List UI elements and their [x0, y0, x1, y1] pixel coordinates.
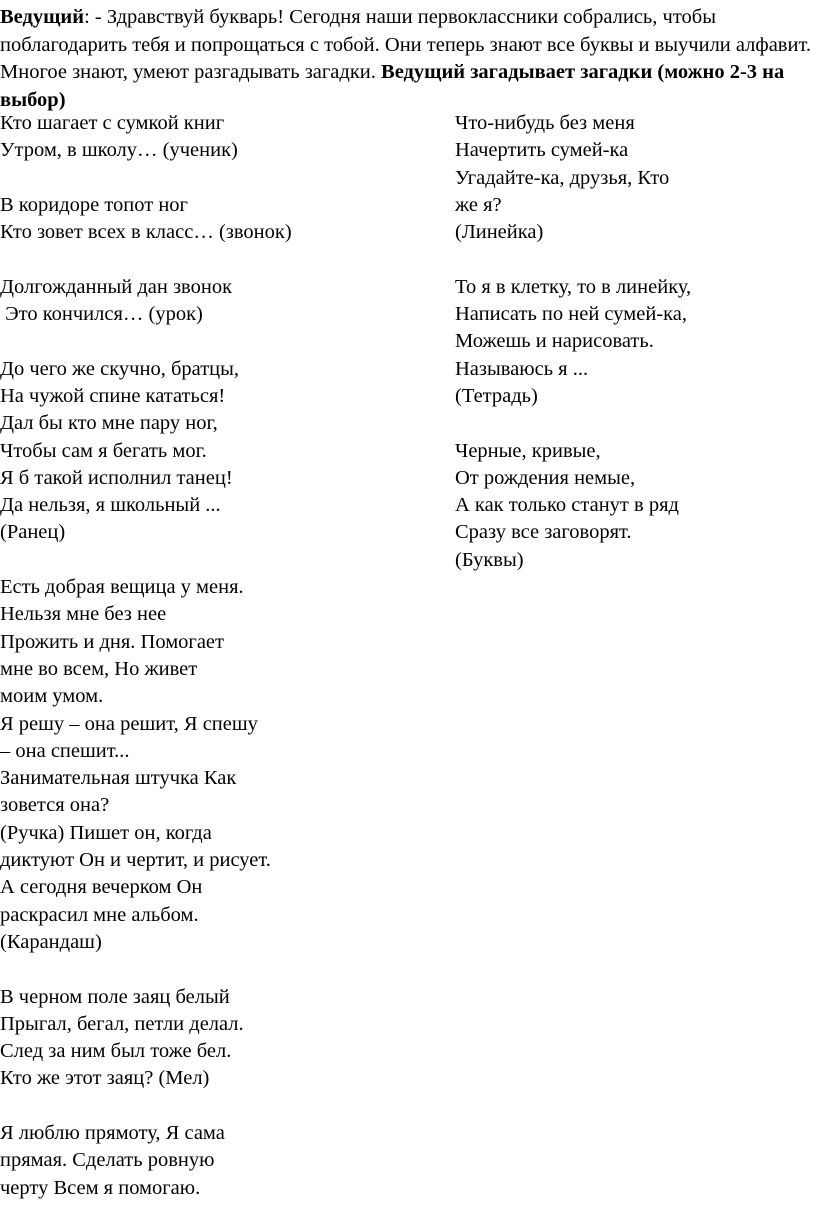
- riddle-line: Занимательная штучка Как: [0, 767, 237, 790]
- riddle-line: Утром, в школу… (ученик): [0, 139, 238, 162]
- riddle-line: моим умом.: [0, 685, 104, 708]
- riddle-line: Чтобы сам я бегать мог.: [0, 439, 207, 462]
- riddle-line: (Ранец): [0, 521, 66, 544]
- riddle-line: А сегодня вечерком Он: [0, 876, 203, 899]
- host-label: Ведущий: [0, 6, 85, 28]
- riddle: [0, 110, 420, 165]
- riddle: [0, 192, 420, 247]
- riddle-line: Кто же этот заяц? (Мел): [0, 1067, 210, 1090]
- intro-paragraph: [0, 4, 812, 114]
- host-instruction: Ведущий загадывает загадки (можно 2-3 на выбор): [0, 61, 785, 111]
- riddle-line: Дал бы кто мне пару ног,: [0, 412, 218, 435]
- riddle-line: (Ручка) Пишет он, когда: [0, 821, 212, 844]
- riddle-line: В коридоре топот ног: [0, 193, 188, 216]
- riddle-line: (Буквы): [455, 548, 524, 571]
- host-speech: : - Здравствуй букварь! Сегодня наши первоклассники собрались, чтобы поблагодарить тебя и попрощаться с тобой. Они теперь знают все буквы и выучили алфавит. Многое знают, умеют разгадывать загадки.: [0, 6, 811, 83]
- riddle-line: Кто шагает с сумкой книг: [0, 112, 225, 134]
- riddle-line: зовется она?: [0, 794, 110, 817]
- riddle-line: Можешь и нарисовать.: [455, 330, 654, 353]
- riddle-line: А как только станут в ряд: [455, 494, 679, 517]
- riddle-line: (Линейка): [455, 221, 544, 244]
- riddle-line: Прыгал, бегал, петли делал.: [0, 1012, 244, 1035]
- riddle-line: (Карандаш): [0, 930, 102, 953]
- riddle-line: На чужой спине кататься!: [0, 384, 226, 407]
- riddle: [0, 574, 420, 956]
- riddle-line: Я б такой исполнил танец!: [0, 466, 233, 489]
- riddle-line: Долгожданный дан звонок: [0, 275, 233, 298]
- riddle-line: Называюсь я ...: [455, 357, 589, 380]
- riddle-line: Прожить и дня. Помогает: [0, 630, 224, 653]
- riddle-line: Это кончился… (урок): [0, 303, 203, 326]
- riddle-line: Я решу – она решит, Я спешу: [0, 712, 258, 735]
- riddle: [455, 274, 795, 410]
- riddle-line: – она спешит...: [0, 739, 130, 762]
- riddle-line: Что-нибудь без меня: [455, 112, 635, 134]
- riddle-line: Нельзя мне без нее: [0, 603, 167, 626]
- riddle-line: Сразу все заговорят.: [455, 521, 632, 544]
- riddle: [0, 1120, 420, 1202]
- riddle-line: Кто зовет всех в класс… (звонок): [0, 221, 292, 244]
- riddle-line: Угадайте-ка, друзья, Кто: [455, 166, 670, 189]
- riddle-line: раскрасил мне альбом.: [0, 903, 199, 926]
- riddle-line: Написать по ней сумей-ка,: [455, 303, 687, 326]
- riddle-line: Да нельзя, я школьный ...: [0, 494, 221, 517]
- riddle-line: диктуют Он и чертит, и рисует.: [0, 849, 271, 872]
- riddle-line: Есть добрая вещица у меня.: [0, 576, 244, 599]
- riddle-line: же я?: [455, 193, 502, 216]
- riddle-line: прямая. Сделать ровную: [0, 1149, 215, 1172]
- riddle: [0, 984, 420, 1093]
- riddles-left-column: [0, 110, 420, 1229]
- riddle: [455, 110, 795, 246]
- riddle: [0, 274, 420, 329]
- riddle-line: То я в клетку, то в линейку,: [455, 275, 692, 298]
- riddle-line: От рождения немые,: [455, 466, 636, 489]
- riddle: [455, 438, 795, 574]
- riddle-line: мне во всем, Но живет: [0, 657, 198, 680]
- riddle-line: До чего же скучно, братцы,: [0, 357, 240, 380]
- riddle-line: Я люблю прямоту, Я сама: [0, 1121, 225, 1144]
- riddles-right-column: [455, 110, 795, 601]
- riddle: [0, 356, 420, 547]
- riddle-line: Черные, кривые,: [455, 439, 601, 462]
- riddle-line: След за ним был тоже бел.: [0, 1040, 232, 1063]
- riddle-line: черту Всем я помогаю.: [0, 1176, 201, 1199]
- riddle-line: Начертить сумей-ка: [455, 139, 629, 162]
- riddle-line: (Тетрадь): [455, 384, 538, 407]
- riddle-line: В черном поле заяц белый: [0, 985, 230, 1008]
